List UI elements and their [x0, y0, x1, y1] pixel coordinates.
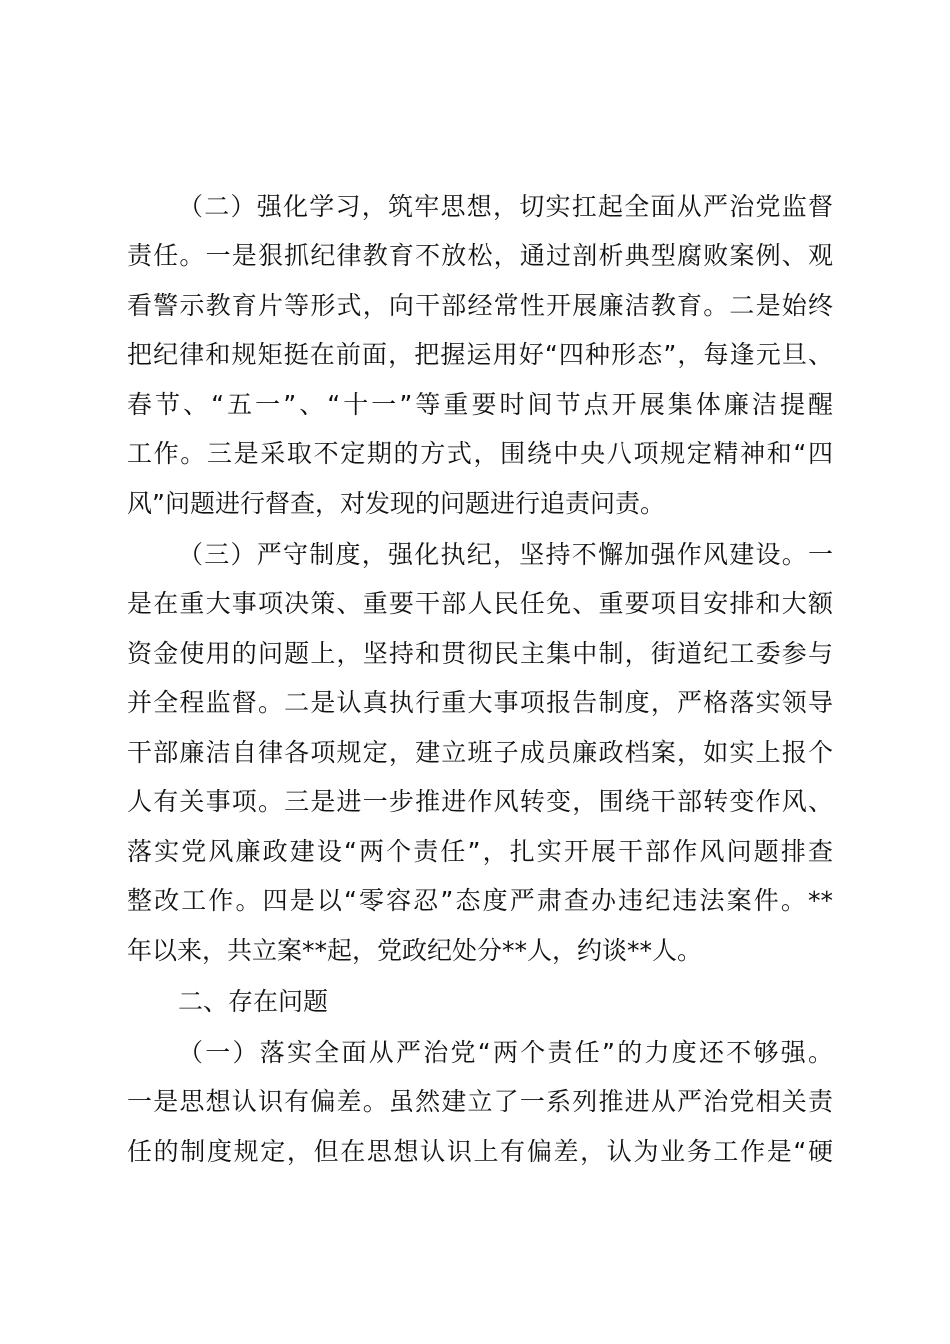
paragraph-line: （二）强化学习，筑牢思想，切实扛起全面从严治党监督: [178, 192, 833, 221]
paragraph-line: 整改工作。四是以“零容忍”态度严肃查办违纪违法案件。**: [127, 886, 833, 915]
paragraph-line: 年以来，共立案**起，党政纪处分**人，约谈**人。: [127, 936, 703, 965]
paragraph-line: 是在重大事项决策、重要干部人民任免、重要项目安排和大额: [127, 589, 833, 618]
paragraph-line: 人有关事项。三是进一步推进作风转变，围绕干部转变作风、: [127, 787, 833, 816]
paragraph-line: 一是思想认识有偏差。虽然建立了一系列推进从严治党相关责: [127, 1087, 833, 1116]
paragraph-line: 把纪律和规矩挺在前面，把握运用好“四种形态”，每逢元旦、: [127, 340, 833, 369]
paragraph-line: 落实党风廉政建设“两个责任”，扎实开展干部作风问题排查: [127, 837, 833, 866]
paragraph-line: 干部廉洁自律各项规定，建立班子成员廉政档案，如实上报个: [127, 738, 833, 767]
paragraph-line: 资金使用的问题上，坚持和贯彻民主集中制，街道纪工委参与: [127, 639, 833, 668]
paragraph-line: （一）落实全面从严治党“两个责任”的力度还不够强。: [178, 1038, 833, 1067]
paragraph-line: （三）严守制度，强化执纪，坚持不懈加强作风建设。一: [178, 540, 833, 569]
paragraph-line: 风”问题进行督查，对发现的问题进行追责问责。: [127, 489, 665, 518]
paragraph-line: 责任。一是狠抓纪律教育不放松，通过剖析典型腐败案例、观: [127, 241, 833, 270]
paragraph-line: 春节、“五一”、“十一”等重要时间节点开展集体廉洁提醒: [127, 390, 833, 419]
paragraph-line: 看警示教育片等形式，向干部经常性开展廉洁教育。二是始终: [127, 291, 833, 320]
paragraph-line: 工作。三是采取不定期的方式，围绕中央八项规定精神和“四: [127, 439, 833, 468]
paragraph-line: 并全程监督。二是认真执行重大事项报告制度，严格落实领导: [127, 688, 833, 717]
paragraph-line: 任的制度规定，但在思想认识上有偏差，认为业务工作是“硬: [127, 1137, 833, 1166]
section-heading: 二、存在问题: [178, 987, 329, 1016]
